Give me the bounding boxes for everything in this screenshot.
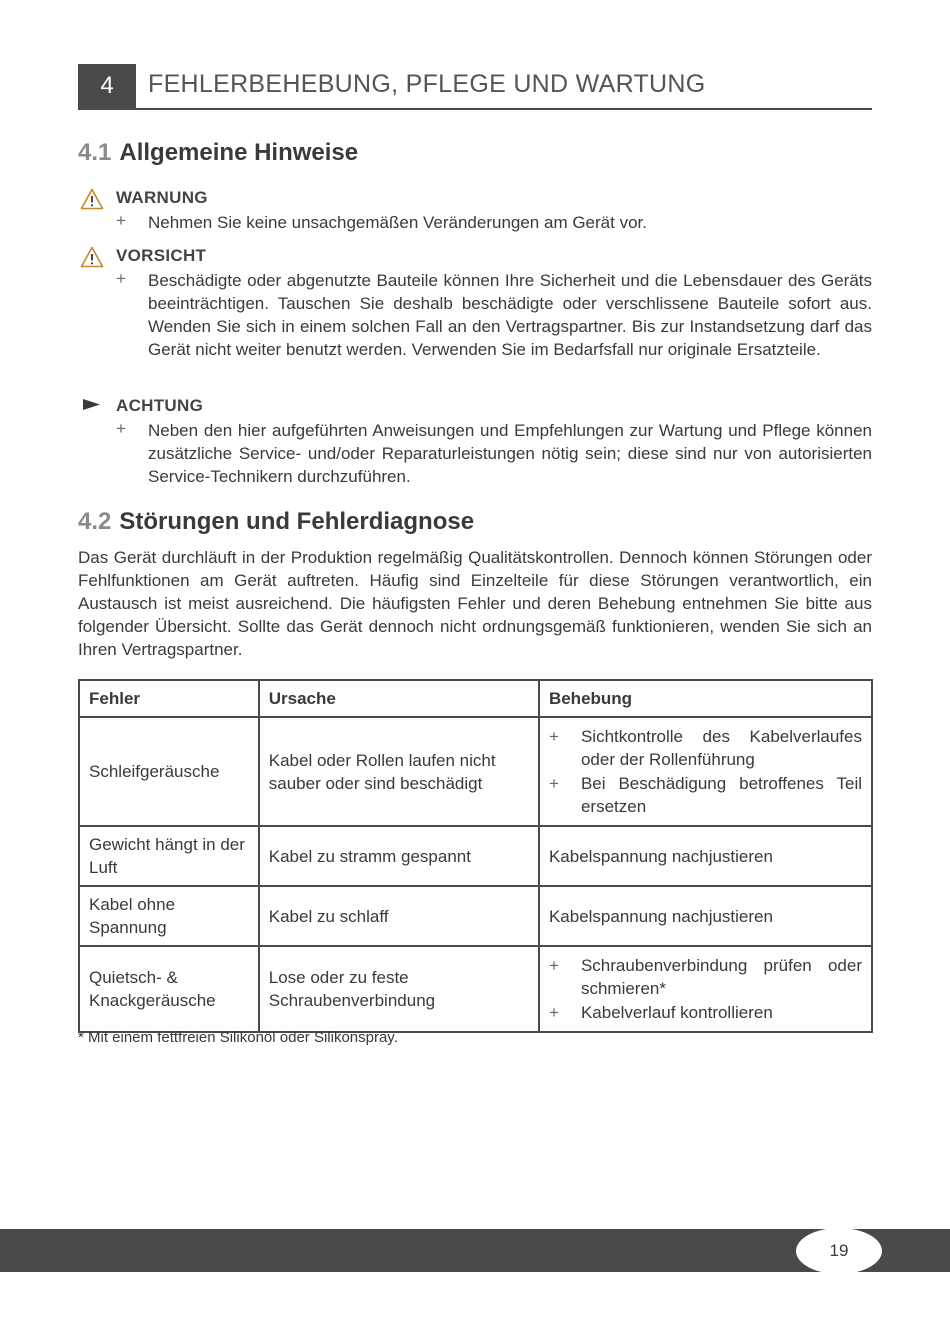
remedy-text: Bei Beschädigung betroffenes Teil ersetzen [580,774,862,816]
table-header-row [79,680,872,717]
plus-bullet-icon: + [548,727,559,746]
section-heading-diagnosis [78,508,474,536]
section-title: Allgemeine Hinweise [119,139,359,166]
table-row [79,886,872,946]
notice-item [116,419,872,488]
cell-ursache: Lose oder zu feste Schraubenverbindung [259,946,539,1032]
remedy-text: Sichtkontrolle des Kabelverlaufes oder der Rollenführung [580,727,862,769]
cell-ursache: Kabel oder Rollen laufen nicht sauber oder sind beschädigt [259,717,539,826]
plus-bullet-icon: + [548,956,559,975]
plus-bullet-icon: + [548,1003,559,1022]
troubleshooting-table [78,679,873,1033]
chapter-header [78,64,872,110]
intro-paragraph: Das Gerät durchläuft in der Produktion regelmäßig Qualitätskontrollen. Dennoch können Störungen oder Fehlfunktionen am Gerät auftreten. Häufig sind Einzelteile für diese Störungen verantwortlich, ein Austausch ist meist ausreichend. Die häufigsten Fehler und deren Behebung entnehmen Sie bitte aus folgender Übersicht. Sollte das Gerät dennoch nicht ordnungsgemäß funktionieren, wenden Sie sich an Ihren Vertragspartner. [78,548,872,659]
plus-bullet-icon: + [116,211,126,230]
notice-text: Nehmen Sie keine unsachgemäßen Veränderungen am Gerät vor. [148,213,647,232]
section-title: Störungen und Fehlerdiagnose [119,508,475,535]
plus-bullet-icon: + [548,774,559,793]
column-header-behebung: Behebung [539,680,872,717]
remedy-text: Schraubenverbindung prüfen oder schmieren* [580,956,862,998]
footnote: * Mit einem fettfreien Silikonöl oder Silikonspray. [78,1029,398,1046]
cell-behebung: Kabelspannung nachjustieren [539,886,872,946]
cell-fehler: Gewicht hängt in der Luft [79,826,259,886]
cell-ursache: Kabel zu schlaff [259,886,539,946]
cell-fehler: Quietsch- & Knackgeräusche [79,946,259,1032]
pointer-arrow-icon [80,396,104,418]
section-number: 4.1 [78,139,112,166]
remedy-item [549,954,862,1000]
warning-triangle-icon [80,246,104,268]
cell-fehler: Kabel ohne Spannung [79,886,259,946]
cell-ursache: Kabel zu stramm gespannt [259,826,539,886]
remedy-item [549,1001,862,1024]
cell-fehler: Schleifgeräusche [79,717,259,826]
notice-text: Neben den hier aufgeführten Anweisungen und Empfehlungen zur Wartung und Pflege können zusätzliche Service- und/oder Reparaturleistungen nötig sein; diese sind nur von autorisierten Service-Technikern durchzuführen. [148,421,872,486]
cell-behebung [539,717,872,826]
section-heading-general [78,139,358,167]
remedy-item [549,772,862,818]
remedy-text: Kabelverlauf kontrollieren [580,1003,773,1022]
plus-bullet-icon: + [116,269,126,288]
notice-heading: ACHTUNG [116,396,204,415]
remedy-list [549,725,862,818]
cell-behebung: Kabelspannung nachjustieren [539,826,872,886]
remedy-item [549,725,862,771]
chapter-title: FEHLERBEHEBUNG, PFLEGE UND WARTUNG [148,70,706,98]
column-header-fehler: Fehler [79,680,259,717]
notice-item [116,269,872,361]
warning-triangle-icon [80,188,104,210]
notice-text: Beschädigte oder abgenutzte Bauteile können Ihre Sicherheit und die Lebensdauer des Geräts beeinträchtigen. Tauschen Sie deshalb beschädigte oder verschlissene Bauteile sofort aus. Wenden Sie sich in einem solchen Fall an den Vertragspartner. Bis zur Instandsetzung darf das Gerät nicht weiter benutzt werden. Verwenden Sie im Bedarfsfall nur originale Ersatzteile. [148,271,872,359]
notice-heading: VORSICHT [116,246,207,265]
table-row [79,826,872,886]
table-row [79,946,872,1032]
section-number: 4.2 [78,508,112,535]
remedy-list [549,954,862,1024]
notice-heading: WARNUNG [116,188,208,207]
column-header-ursache: Ursache [259,680,539,717]
notice-item [116,211,872,234]
table-row [79,717,872,826]
chapter-number: 4 [78,64,136,108]
plus-bullet-icon: + [116,419,126,438]
cell-behebung [539,946,872,1032]
page-number: 19 [796,1228,882,1274]
